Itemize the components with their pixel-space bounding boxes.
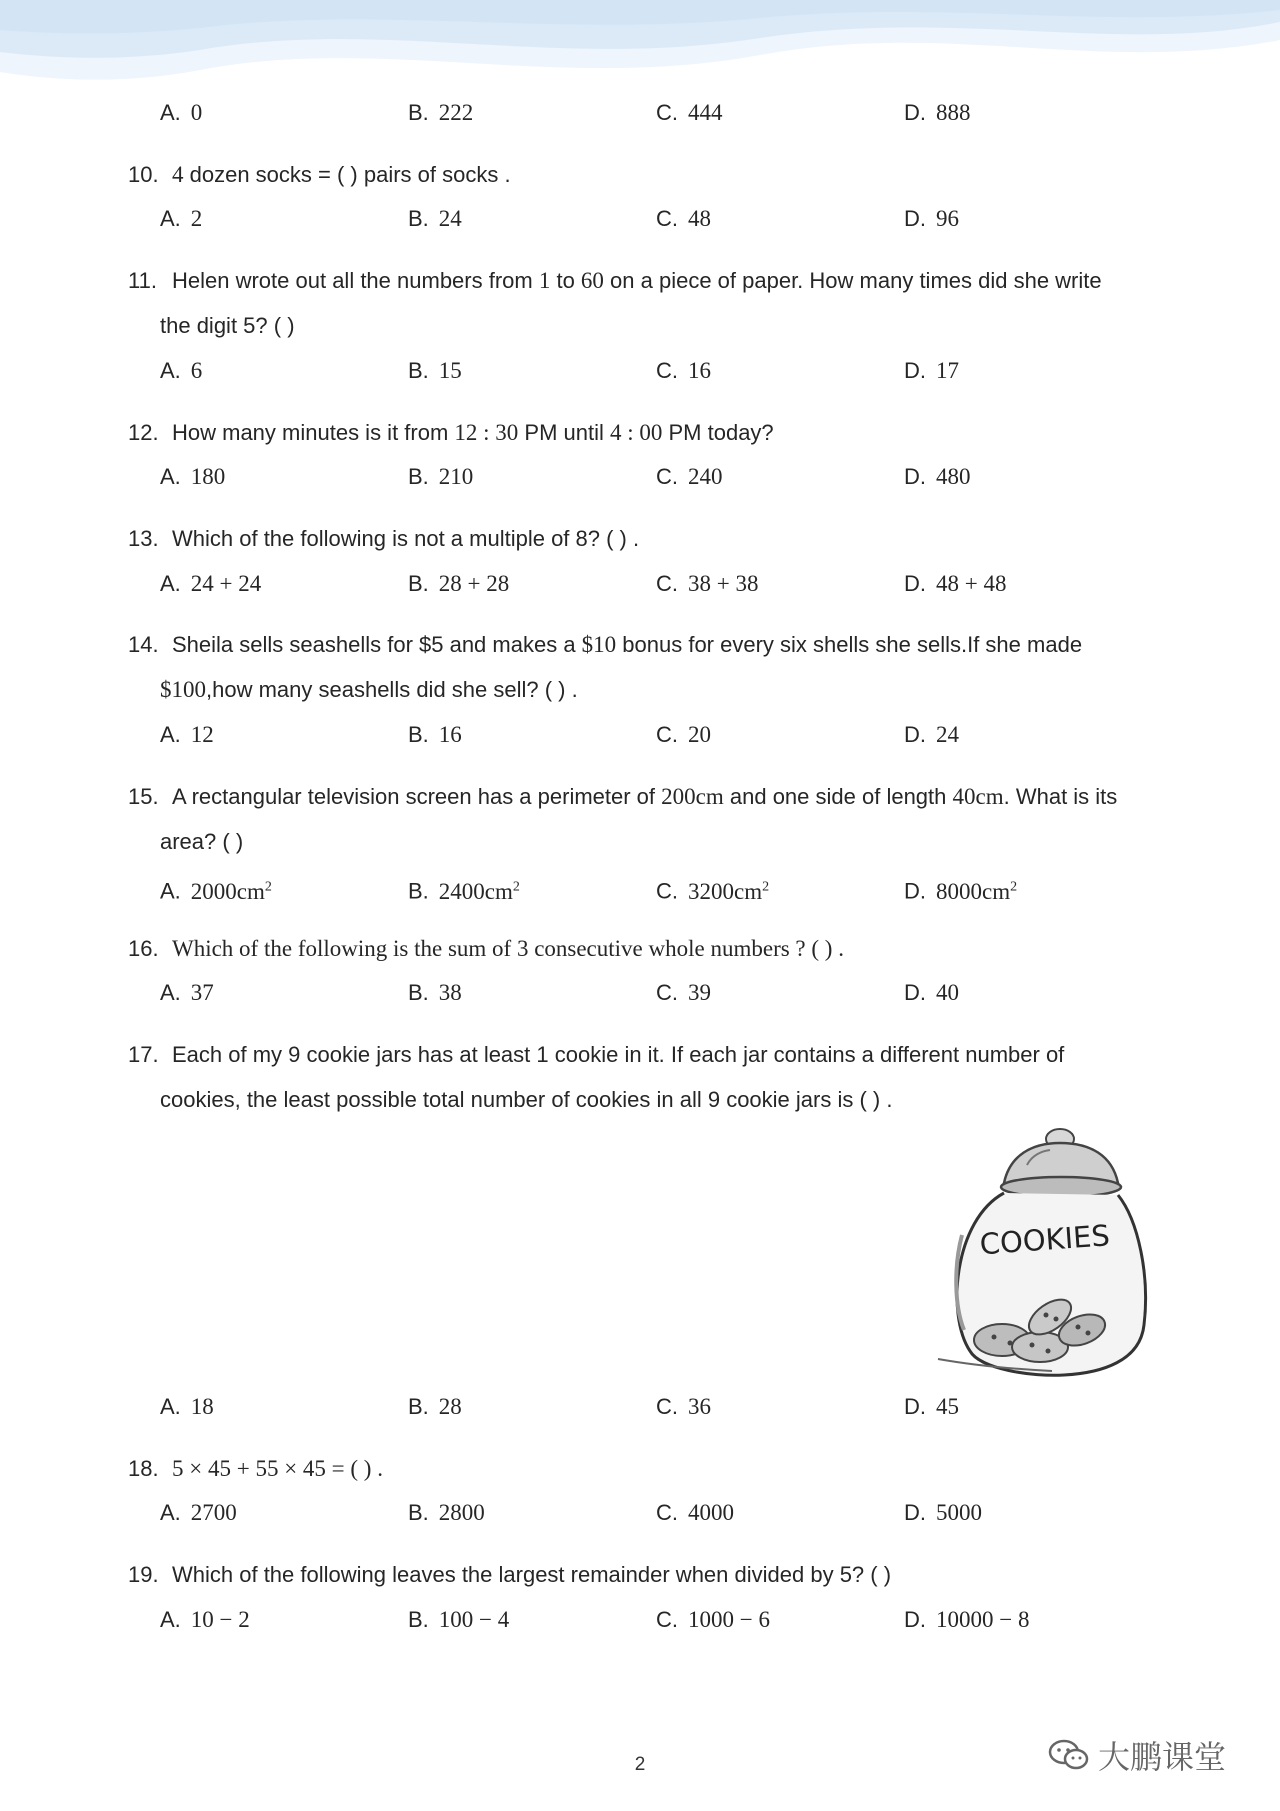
q11-options xyxy=(160,351,1160,391)
q15-option-b[interactable]: B. $2400cm^2$ xyxy=(408,878,520,904)
q17-option-d[interactable]: D. 45 xyxy=(904,1394,959,1419)
q16-option-a[interactable]: A. 37 xyxy=(160,980,214,1005)
question-16: 16. Which of the following is the sum of 3 consecutive whole numbers ? ( ) . xyxy=(128,936,844,961)
q16-option-d[interactable]: D. 40 xyxy=(904,980,959,1005)
q14-options xyxy=(160,715,1160,755)
q15-option-c[interactable]: C. $3200cm^2$ xyxy=(656,878,770,904)
q19-options xyxy=(160,1600,1160,1640)
q18-option-b[interactable]: B. 2800 xyxy=(408,1500,485,1525)
question-19: 19. Which of the following leaves the largest remainder when divided by 5? ( ) xyxy=(128,1562,892,1587)
cookie-jar-illustration xyxy=(932,1125,1152,1380)
q17-options xyxy=(160,1387,1160,1427)
q15-option-a[interactable]: A. $2000cm^2$ xyxy=(160,878,272,904)
q17-option-a[interactable]: A. 18 xyxy=(160,1394,214,1419)
q10-option-a[interactable]: A. 2 xyxy=(160,206,203,231)
watermark xyxy=(1048,1730,1226,1780)
q14-option-b[interactable]: B. 16 xyxy=(408,722,462,747)
q16-option-b[interactable]: B. 38 xyxy=(408,980,462,1005)
q14-line-2: $100,how many seashells did she sell? ( ) . xyxy=(160,677,578,702)
q19-option-c[interactable]: C. 1000 − 6 xyxy=(656,1607,770,1632)
wechat-icon xyxy=(1048,1738,1090,1772)
q9-option-d[interactable]: D. 888 xyxy=(904,100,971,125)
q12-option-c[interactable]: C. 240 xyxy=(656,464,723,489)
q10-option-c[interactable]: C. 48 xyxy=(656,206,711,231)
question-17: 17. Each of my 9 cookie jars has at least 1 cookie in it. If each jar contains a different number of cookies, the least possible total number of cookies in all 9 cookie jars is ( ) . xyxy=(128,1032,1168,1122)
q11-option-b[interactable]: B. 15 xyxy=(408,358,462,383)
q9-option-c[interactable]: C. 444 xyxy=(656,100,723,125)
q11-option-d[interactable]: D. 17 xyxy=(904,358,959,383)
question-11: 11. Helen wrote out all the numbers from 1 to 60 on a piece of paper. How many times did she write the digit 5? ( ) xyxy=(128,258,1168,348)
q17-line-2: cookies, the least possible total number of cookies in all 9 cookie jars is ( ) . xyxy=(160,1087,893,1112)
q17-option-c[interactable]: C. 36 xyxy=(656,1394,711,1419)
question-12: 12. How many minutes is it from 12 : 30 PM until 4 : 00 PM today? xyxy=(128,420,774,445)
q13-option-d[interactable]: D. 48 + 48 xyxy=(904,571,1007,596)
q10-options xyxy=(160,199,1160,239)
q12-option-d[interactable]: D. 480 xyxy=(904,464,971,489)
watermark-text: 大鹏课堂 xyxy=(1098,1738,1227,1776)
q11-line-2: the digit 5? ( ) xyxy=(160,313,295,338)
q13-option-a[interactable]: A. 24 + 24 xyxy=(160,571,262,596)
q13-option-b[interactable]: B. 28 + 28 xyxy=(408,571,510,596)
q11-option-c[interactable]: C. 16 xyxy=(656,358,711,383)
question-13: 13. Which of the following is not a multiple of 8? ( ) . xyxy=(128,526,640,551)
question-18: 18. 5 × 45 + 55 × 45 = ( ) . xyxy=(128,1456,383,1481)
page-number: 2 xyxy=(634,1754,646,1775)
q15-line-2: area? ( ) xyxy=(160,829,244,854)
question-14: 14. Sheila sells seashells for $5 and makes a $10 bonus for every six shells she sells.If she made $100,how many seashells did she sell? ( ) . xyxy=(128,622,1168,712)
q11-option-a[interactable]: A. 6 xyxy=(160,358,203,383)
q19-option-a[interactable]: A. 10 − 2 xyxy=(160,1607,250,1632)
q18-option-a[interactable]: A. 2700 xyxy=(160,1500,237,1525)
q19-option-b[interactable]: B. 100 − 4 xyxy=(408,1607,510,1632)
q10-option-d[interactable]: D. 96 xyxy=(904,206,959,231)
q10-option-b[interactable]: B. 24 xyxy=(408,206,462,231)
q18-options xyxy=(160,1493,1160,1533)
q16-options xyxy=(160,973,1160,1013)
question-15: 15. A rectangular television screen has a perimeter of 200cm and one side of length 40cm. What is its area? ( ) xyxy=(128,774,1168,864)
question-10: 10. 4 dozen socks = ( ) pairs of socks . xyxy=(128,162,511,187)
q13-option-c[interactable]: C. 38 + 38 xyxy=(656,571,759,596)
q18-option-c[interactable]: C. 4000 xyxy=(656,1500,734,1525)
q15-option-d[interactable]: D. $8000cm^2$ xyxy=(904,878,1018,904)
q12-options xyxy=(160,457,1160,497)
q13-options xyxy=(160,564,1160,604)
q12-option-b[interactable]: B. 210 xyxy=(408,464,474,489)
q9-options xyxy=(160,93,1160,133)
q9-option-a[interactable]: A. 0 xyxy=(160,100,203,125)
q12-option-a[interactable]: A. 180 xyxy=(160,464,226,489)
q17-option-b[interactable]: B. 28 xyxy=(408,1394,462,1419)
q14-option-a[interactable]: A. 12 xyxy=(160,722,214,747)
q19-option-d[interactable]: D. 10000 − 8 xyxy=(904,1607,1030,1632)
cookie-jar-label: COOKIES xyxy=(978,1218,1111,1262)
q18-option-d[interactable]: D. 5000 xyxy=(904,1500,982,1525)
q15-options xyxy=(160,867,1160,907)
q16-option-c[interactable]: C. 39 xyxy=(656,980,711,1005)
q14-option-d[interactable]: D. 24 xyxy=(904,722,959,747)
q14-option-c[interactable]: C. 20 xyxy=(656,722,711,747)
q9-option-b[interactable]: B. 222 xyxy=(408,100,474,125)
